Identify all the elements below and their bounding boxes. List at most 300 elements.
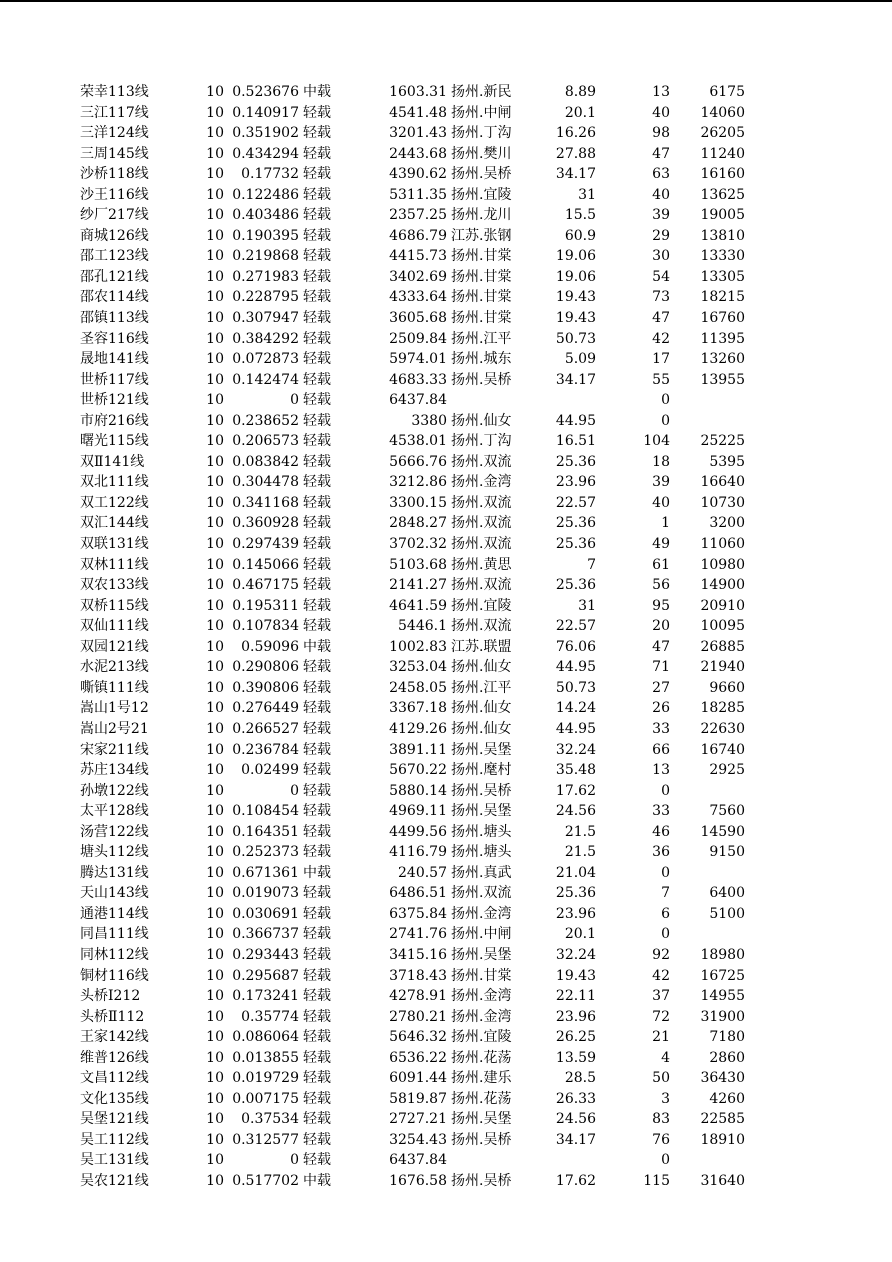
load-status-cell: 轻载 bbox=[303, 967, 331, 984]
capacity-cell: 240.57 bbox=[398, 864, 447, 881]
distance-cell: 31 bbox=[578, 186, 596, 203]
table-row bbox=[0, 1171, 892, 1192]
load-rate-cell: 0.206573 bbox=[232, 433, 299, 450]
count-cell: 27 bbox=[652, 679, 670, 696]
capacity-cell: 6536.22 bbox=[389, 1049, 447, 1066]
load-status-cell: 轻载 bbox=[303, 310, 331, 327]
capacity-cell: 4969.11 bbox=[389, 803, 447, 820]
load-status-cell: 轻载 bbox=[303, 556, 331, 573]
table-row bbox=[0, 1027, 892, 1048]
load-status-cell: 轻载 bbox=[303, 577, 331, 594]
load-rate-cell: 0.295687 bbox=[232, 967, 299, 984]
line-name-cell: 双工122线 bbox=[80, 494, 149, 511]
substation-cell: 扬州.吴桥 bbox=[451, 371, 512, 388]
table-row bbox=[0, 883, 892, 904]
count-cell: 20 bbox=[652, 618, 670, 635]
load-rate-cell: 0.517702 bbox=[232, 1172, 299, 1189]
load-rate-cell: 0.007175 bbox=[232, 1090, 299, 1107]
capacity-cell: 1676.58 bbox=[389, 1172, 447, 1189]
voltage-cell: 10 bbox=[206, 988, 224, 1005]
distance-cell: 31 bbox=[578, 597, 596, 614]
capacity-cell: 5446.1 bbox=[398, 618, 447, 635]
amount-cell: 14900 bbox=[700, 577, 745, 594]
distance-cell: 22.57 bbox=[555, 494, 596, 511]
load-status-cell: 轻载 bbox=[303, 166, 331, 183]
count-cell: 0 bbox=[661, 864, 670, 881]
count-cell: 47 bbox=[652, 145, 670, 162]
distance-cell: 25.36 bbox=[555, 515, 596, 532]
distance-cell: 21.5 bbox=[564, 844, 596, 861]
line-name-cell: 邵孔121线 bbox=[80, 268, 149, 285]
capacity-cell: 2509.84 bbox=[389, 330, 447, 347]
load-rate-cell: 0.297439 bbox=[232, 536, 299, 553]
count-cell: 83 bbox=[652, 1111, 670, 1128]
line-name-cell: 市府216线 bbox=[80, 412, 149, 429]
line-name-cell: 孙墩122线 bbox=[80, 782, 149, 799]
count-cell: 56 bbox=[652, 577, 670, 594]
substation-cell: 扬州.樊川 bbox=[451, 145, 512, 162]
voltage-cell: 10 bbox=[206, 864, 224, 881]
table-row bbox=[0, 945, 892, 966]
distance-cell: 16.51 bbox=[555, 433, 596, 450]
load-rate-cell: 0.341168 bbox=[232, 494, 299, 511]
amount-cell: 13810 bbox=[700, 227, 745, 244]
line-name-cell: 嘶镇111线 bbox=[80, 679, 149, 696]
distance-cell: 5.09 bbox=[564, 351, 596, 368]
distance-cell: 24.56 bbox=[555, 803, 596, 820]
substation-cell: 扬州.双流 bbox=[451, 885, 512, 902]
substation-cell: 扬州.金湾 bbox=[451, 905, 512, 922]
distance-cell: 32.24 bbox=[555, 741, 596, 758]
capacity-cell: 3300.15 bbox=[389, 494, 447, 511]
capacity-cell: 4116.79 bbox=[389, 844, 447, 861]
load-rate-cell: 0.290806 bbox=[232, 659, 299, 676]
load-rate-cell: 0 bbox=[290, 392, 299, 409]
substation-cell: 扬州.甘棠 bbox=[451, 248, 512, 265]
load-rate-cell: 0.467175 bbox=[232, 577, 299, 594]
line-name-cell: 沙王116线 bbox=[80, 186, 149, 203]
load-status-cell: 轻载 bbox=[303, 1049, 331, 1066]
line-name-cell: 宋家211线 bbox=[80, 741, 149, 758]
amount-cell: 20910 bbox=[700, 597, 745, 614]
substation-cell: 扬州.双流 bbox=[451, 577, 512, 594]
substation-cell: 扬州.吴桥 bbox=[451, 782, 512, 799]
load-status-cell: 中载 bbox=[303, 864, 331, 881]
substation-cell: 扬州.甘棠 bbox=[451, 268, 512, 285]
substation-cell: 扬州.金湾 bbox=[451, 988, 512, 1005]
table-row bbox=[0, 452, 892, 473]
amount-cell: 26885 bbox=[700, 638, 745, 655]
line-name-cell: 吴堡121线 bbox=[80, 1111, 149, 1128]
load-status-cell: 中载 bbox=[303, 84, 331, 100]
capacity-cell: 4499.56 bbox=[389, 823, 447, 840]
voltage-cell: 10 bbox=[206, 207, 224, 224]
load-status-cell: 轻载 bbox=[303, 371, 331, 388]
table-row bbox=[0, 103, 892, 124]
count-cell: 50 bbox=[652, 1070, 670, 1087]
load-rate-cell: 0.107834 bbox=[232, 618, 299, 635]
substation-cell: 扬州.宜陵 bbox=[451, 1029, 512, 1046]
load-rate-cell: 0.030691 bbox=[232, 905, 299, 922]
line-name-cell: 三周145线 bbox=[80, 145, 149, 162]
line-name-cell: 吴工112线 bbox=[80, 1131, 149, 1148]
substation-cell: 扬州.双流 bbox=[451, 453, 512, 470]
table-row bbox=[0, 698, 892, 719]
load-status-cell: 轻载 bbox=[303, 145, 331, 162]
line-name-cell: 双Ⅱ141线 bbox=[80, 453, 145, 470]
capacity-cell: 2458.05 bbox=[389, 679, 447, 696]
load-rate-cell: 0.271983 bbox=[232, 268, 299, 285]
substation-cell: 扬州.甘棠 bbox=[451, 967, 512, 984]
count-cell: 73 bbox=[652, 289, 670, 306]
substation-cell: 扬州.甘棠 bbox=[451, 289, 512, 306]
substation-cell: 扬州.真武 bbox=[451, 864, 512, 881]
voltage-cell: 10 bbox=[206, 1029, 224, 1046]
table-row bbox=[0, 1089, 892, 1110]
load-status-cell: 轻载 bbox=[303, 679, 331, 696]
count-cell: 40 bbox=[652, 494, 670, 511]
load-status-cell: 轻载 bbox=[303, 885, 331, 902]
load-status-cell: 轻载 bbox=[303, 1008, 331, 1025]
count-cell: 33 bbox=[652, 803, 670, 820]
distance-cell: 44.95 bbox=[555, 720, 596, 737]
substation-cell: 扬州.江平 bbox=[451, 679, 512, 696]
distance-cell: 15.5 bbox=[564, 207, 596, 224]
table-row bbox=[0, 1048, 892, 1069]
substation-cell: 扬州.花荡 bbox=[451, 1090, 512, 1107]
load-rate-cell: 0.164351 bbox=[232, 823, 299, 840]
distance-cell: 23.96 bbox=[555, 905, 596, 922]
amount-cell: 31900 bbox=[700, 1008, 745, 1025]
substation-cell: 扬州.江平 bbox=[451, 330, 512, 347]
load-status-cell: 轻载 bbox=[303, 803, 331, 820]
load-status-cell: 轻载 bbox=[303, 762, 331, 779]
table-row bbox=[0, 801, 892, 822]
voltage-cell: 10 bbox=[206, 556, 224, 573]
load-status-cell: 轻载 bbox=[303, 700, 331, 717]
amount-cell: 25225 bbox=[700, 433, 745, 450]
line-name-cell: 荣幸113线 bbox=[80, 84, 149, 100]
amount-cell: 11060 bbox=[700, 536, 745, 553]
capacity-cell: 4333.64 bbox=[389, 289, 447, 306]
line-name-cell: 头桥Ⅱ112 bbox=[80, 1008, 145, 1025]
load-status-cell: 轻载 bbox=[303, 207, 331, 224]
table-row bbox=[0, 185, 892, 206]
line-name-cell: 曙光115线 bbox=[80, 433, 149, 450]
table-row bbox=[0, 924, 892, 945]
capacity-cell: 4541.48 bbox=[389, 104, 447, 121]
capacity-cell: 4390.62 bbox=[389, 166, 447, 183]
distance-cell: 35.48 bbox=[555, 762, 596, 779]
count-cell: 21 bbox=[652, 1029, 670, 1046]
amount-cell: 16640 bbox=[700, 474, 745, 491]
load-status-cell: 轻载 bbox=[303, 988, 331, 1005]
load-rate-cell: 0.145066 bbox=[232, 556, 299, 573]
load-status-cell: 轻载 bbox=[303, 946, 331, 963]
voltage-cell: 10 bbox=[206, 371, 224, 388]
line-name-cell: 双北111线 bbox=[80, 474, 149, 491]
voltage-cell: 10 bbox=[206, 289, 224, 306]
load-status-cell: 轻载 bbox=[303, 1070, 331, 1087]
capacity-cell: 3253.04 bbox=[389, 659, 447, 676]
load-rate-cell: 0.307947 bbox=[232, 310, 299, 327]
amount-cell: 7560 bbox=[709, 803, 745, 820]
load-rate-cell: 0.304478 bbox=[232, 474, 299, 491]
distance-cell: 25.36 bbox=[555, 885, 596, 902]
voltage-cell: 10 bbox=[206, 84, 224, 100]
voltage-cell: 10 bbox=[206, 1131, 224, 1148]
amount-cell: 13330 bbox=[700, 248, 745, 265]
distance-cell: 76.06 bbox=[555, 638, 596, 655]
voltage-cell: 10 bbox=[206, 494, 224, 511]
table-row bbox=[0, 678, 892, 699]
line-name-cell: 维普126线 bbox=[80, 1049, 149, 1066]
load-status-cell: 轻载 bbox=[303, 659, 331, 676]
line-name-cell: 世桥117线 bbox=[80, 371, 149, 388]
load-status-cell: 轻载 bbox=[303, 1152, 331, 1169]
count-cell: 54 bbox=[652, 268, 670, 285]
voltage-cell: 10 bbox=[206, 577, 224, 594]
distance-cell: 13.59 bbox=[555, 1049, 596, 1066]
count-cell: 4 bbox=[661, 1049, 670, 1066]
amount-cell: 16160 bbox=[700, 166, 745, 183]
table-row bbox=[0, 329, 892, 350]
load-status-cell: 轻载 bbox=[303, 351, 331, 368]
count-cell: 42 bbox=[652, 967, 670, 984]
count-cell: 95 bbox=[652, 597, 670, 614]
substation-cell: 扬州.丁沟 bbox=[451, 433, 512, 450]
load-rate-cell: 0.403486 bbox=[232, 207, 299, 224]
distance-cell: 20.1 bbox=[564, 926, 596, 943]
load-status-cell: 轻载 bbox=[303, 392, 331, 409]
load-rate-cell: 0.140917 bbox=[232, 104, 299, 121]
line-name-cell: 沙桥118线 bbox=[80, 166, 149, 183]
table-row bbox=[0, 164, 892, 185]
load-rate-cell: 0.293443 bbox=[232, 946, 299, 963]
count-cell: 40 bbox=[652, 186, 670, 203]
distance-cell: 25.36 bbox=[555, 536, 596, 553]
distance-cell: 21.5 bbox=[564, 823, 596, 840]
amount-cell: 10095 bbox=[700, 618, 745, 635]
distance-cell: 17.62 bbox=[555, 782, 596, 799]
substation-cell: 江苏.联盟 bbox=[451, 638, 512, 655]
substation-cell: 扬州.塘头 bbox=[451, 823, 512, 840]
load-rate-cell: 0.142474 bbox=[232, 371, 299, 388]
line-name-cell: 腾达131线 bbox=[80, 864, 149, 881]
table-row bbox=[0, 144, 892, 165]
table-row bbox=[0, 637, 892, 658]
load-rate-cell: 0.252373 bbox=[232, 844, 299, 861]
count-cell: 18 bbox=[652, 453, 670, 470]
count-cell: 3 bbox=[661, 1090, 670, 1107]
capacity-cell: 6486.51 bbox=[389, 885, 447, 902]
line-name-cell: 纱厂217线 bbox=[80, 207, 149, 224]
table-row bbox=[0, 575, 892, 596]
line-name-cell: 头桥Ⅰ212 bbox=[80, 988, 141, 1005]
capacity-cell: 3718.43 bbox=[389, 967, 447, 984]
distance-cell: 17.62 bbox=[555, 1172, 596, 1189]
table-row bbox=[0, 596, 892, 617]
count-cell: 26 bbox=[652, 700, 670, 717]
load-status-cell: 中载 bbox=[303, 1172, 331, 1189]
line-name-cell: 汤营122线 bbox=[80, 823, 149, 840]
load-rate-cell: 0.219868 bbox=[232, 248, 299, 265]
voltage-cell: 10 bbox=[206, 412, 224, 429]
table-row bbox=[0, 760, 892, 781]
table-row bbox=[0, 472, 892, 493]
load-status-cell: 轻载 bbox=[303, 1029, 331, 1046]
line-name-cell: 晟地141线 bbox=[80, 351, 149, 368]
table-row bbox=[0, 822, 892, 843]
capacity-cell: 4683.33 bbox=[389, 371, 447, 388]
voltage-cell: 10 bbox=[206, 885, 224, 902]
amount-cell: 6400 bbox=[709, 885, 745, 902]
capacity-cell: 5819.87 bbox=[389, 1090, 447, 1107]
distance-cell: 34.17 bbox=[555, 371, 596, 388]
load-status-cell: 轻载 bbox=[303, 926, 331, 943]
count-cell: 36 bbox=[652, 844, 670, 861]
distance-cell: 19.06 bbox=[555, 248, 596, 265]
distance-cell: 34.17 bbox=[555, 166, 596, 183]
load-status-cell: 轻载 bbox=[303, 248, 331, 265]
count-cell: 46 bbox=[652, 823, 670, 840]
table-row bbox=[0, 966, 892, 987]
load-status-cell: 轻载 bbox=[303, 823, 331, 840]
amount-cell: 3200 bbox=[709, 515, 745, 532]
distance-cell: 34.17 bbox=[555, 1131, 596, 1148]
voltage-cell: 10 bbox=[206, 803, 224, 820]
load-status-cell: 轻载 bbox=[303, 268, 331, 285]
table-row bbox=[0, 616, 892, 637]
capacity-cell: 3254.43 bbox=[389, 1131, 447, 1148]
count-cell: 72 bbox=[652, 1008, 670, 1025]
amount-cell: 10730 bbox=[700, 494, 745, 511]
line-name-cell: 水泥213线 bbox=[80, 659, 149, 676]
capacity-cell: 5880.14 bbox=[389, 782, 447, 799]
line-name-cell: 双园121线 bbox=[80, 638, 149, 655]
count-cell: 42 bbox=[652, 330, 670, 347]
count-cell: 37 bbox=[652, 988, 670, 1005]
capacity-cell: 2780.21 bbox=[389, 1008, 447, 1025]
amount-cell: 13625 bbox=[700, 186, 745, 203]
data-table bbox=[0, 82, 892, 1192]
table-row bbox=[0, 226, 892, 247]
distance-cell: 22.57 bbox=[555, 618, 596, 635]
table-row bbox=[0, 657, 892, 678]
amount-cell: 14060 bbox=[700, 104, 745, 121]
distance-cell: 26.33 bbox=[555, 1090, 596, 1107]
capacity-cell: 6091.44 bbox=[389, 1070, 447, 1087]
distance-cell: 16.26 bbox=[555, 125, 596, 142]
capacity-cell: 3367.18 bbox=[389, 700, 447, 717]
amount-cell: 16740 bbox=[700, 741, 745, 758]
capacity-cell: 4415.73 bbox=[389, 248, 447, 265]
line-name-cell: 铜材116线 bbox=[80, 967, 149, 984]
voltage-cell: 10 bbox=[206, 1172, 224, 1189]
amount-cell: 11395 bbox=[700, 330, 745, 347]
voltage-cell: 10 bbox=[206, 145, 224, 162]
line-name-cell: 双桥115线 bbox=[80, 597, 149, 614]
voltage-cell: 10 bbox=[206, 1049, 224, 1066]
voltage-cell: 10 bbox=[206, 166, 224, 183]
load-rate-cell: 0.312577 bbox=[232, 1131, 299, 1148]
count-cell: 66 bbox=[652, 741, 670, 758]
count-cell: 6 bbox=[661, 905, 670, 922]
load-status-cell: 轻载 bbox=[303, 186, 331, 203]
count-cell: 76 bbox=[652, 1131, 670, 1148]
amount-cell: 18215 bbox=[700, 289, 745, 306]
distance-cell: 26.25 bbox=[555, 1029, 596, 1046]
substation-cell: 扬州.吴桥 bbox=[451, 1172, 512, 1189]
table-row bbox=[0, 534, 892, 555]
load-rate-cell: 0.236784 bbox=[232, 741, 299, 758]
amount-cell: 10980 bbox=[700, 556, 745, 573]
line-name-cell: 双林111线 bbox=[80, 556, 149, 573]
substation-cell: 扬州.吴桥 bbox=[451, 166, 512, 183]
load-rate-cell: 0.366737 bbox=[232, 926, 299, 943]
substation-cell: 扬州.花荡 bbox=[451, 1049, 512, 1066]
count-cell: 13 bbox=[652, 762, 670, 779]
page-top-border bbox=[0, 0, 892, 2]
line-name-cell: 吴工131线 bbox=[80, 1152, 149, 1169]
capacity-cell: 6375.84 bbox=[389, 905, 447, 922]
voltage-cell: 10 bbox=[206, 905, 224, 922]
line-name-cell: 天山143线 bbox=[80, 885, 149, 902]
line-name-cell: 邵镇113线 bbox=[80, 310, 149, 327]
line-name-cell: 双仙111线 bbox=[80, 618, 149, 635]
load-status-cell: 轻载 bbox=[303, 905, 331, 922]
capacity-cell: 2357.25 bbox=[389, 207, 447, 224]
load-status-cell: 轻载 bbox=[303, 474, 331, 491]
distance-cell: 50.73 bbox=[555, 330, 596, 347]
voltage-cell: 10 bbox=[206, 1070, 224, 1087]
capacity-cell: 3702.32 bbox=[389, 536, 447, 553]
load-rate-cell: 0.072873 bbox=[232, 351, 299, 368]
amount-cell: 5100 bbox=[709, 905, 745, 922]
substation-cell: 扬州.宜陵 bbox=[451, 186, 512, 203]
distance-cell: 60.9 bbox=[564, 227, 596, 244]
load-rate-cell: 0.266527 bbox=[232, 720, 299, 737]
voltage-cell: 10 bbox=[206, 1152, 224, 1169]
capacity-cell: 3212.86 bbox=[389, 474, 447, 491]
capacity-cell: 6437.84 bbox=[389, 392, 447, 409]
load-rate-cell: 0.195311 bbox=[232, 597, 299, 614]
substation-cell: 扬州.仙女 bbox=[451, 700, 512, 717]
count-cell: 61 bbox=[652, 556, 670, 573]
substation-cell: 扬州.中闸 bbox=[451, 926, 512, 943]
voltage-cell: 10 bbox=[206, 967, 224, 984]
voltage-cell: 10 bbox=[206, 926, 224, 943]
voltage-cell: 10 bbox=[206, 1111, 224, 1128]
table-row bbox=[0, 349, 892, 370]
substation-cell: 扬州.吴桥 bbox=[451, 1131, 512, 1148]
line-name-cell: 三江117线 bbox=[80, 104, 149, 121]
count-cell: 0 bbox=[661, 1152, 670, 1169]
amount-cell: 13955 bbox=[700, 371, 745, 388]
distance-cell: 19.43 bbox=[555, 289, 596, 306]
voltage-cell: 10 bbox=[206, 310, 224, 327]
capacity-cell: 3380 bbox=[411, 412, 447, 429]
voltage-cell: 10 bbox=[206, 762, 224, 779]
voltage-cell: 10 bbox=[206, 782, 224, 799]
count-cell: 39 bbox=[652, 474, 670, 491]
capacity-cell: 4278.91 bbox=[389, 988, 447, 1005]
distance-cell: 21.04 bbox=[555, 864, 596, 881]
load-rate-cell: 0.390806 bbox=[232, 679, 299, 696]
load-status-cell: 轻载 bbox=[303, 844, 331, 861]
table-row bbox=[0, 431, 892, 452]
amount-cell: 26205 bbox=[700, 125, 745, 142]
